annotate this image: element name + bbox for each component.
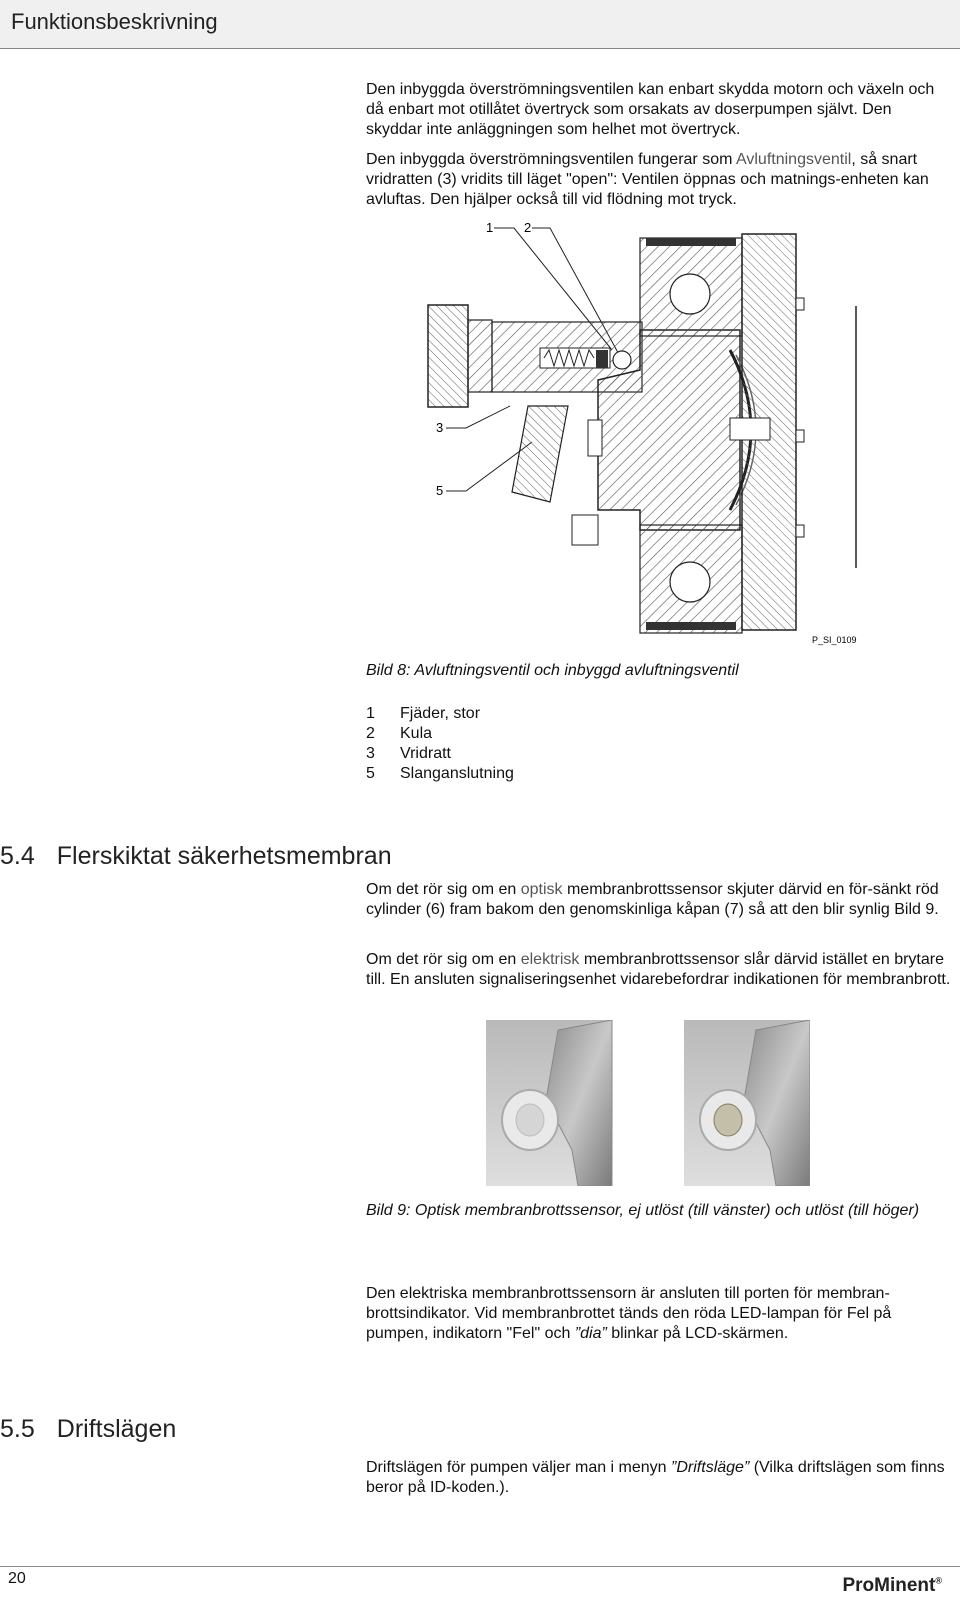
intro-p2-highlight: Avluftningsventil [735,151,852,168]
header-bar [0,0,960,49]
piston-shape [596,350,608,368]
bottom-valve-ball-shape [670,562,710,602]
figure-code: P_SI_0109 [812,635,857,645]
section-title: Flerskiktat säkerhetsmembran [56,842,392,870]
flange-bolt-2 [796,430,804,442]
top-valve-ball-shape [670,274,710,314]
leader-line-3 [446,406,510,428]
center-stud-shape [730,418,770,440]
flange-bolt-1 [796,298,804,310]
intro-p2-before: Den inbyggda överströmningsventilen fungerar som [366,151,736,168]
legend-item: 2 Kula [366,725,433,742]
valve-cross-section-drawing [400,210,900,660]
label-3: 3 [436,420,444,435]
bottom-valve-seal-shape [646,622,736,630]
bolt-shape-left [588,420,602,456]
section-number: 5.5 [0,1415,35,1443]
section-5-4-heading [0,842,392,871]
section-5-4-paragraph-2: Om det rör sig om en elektrisk membranbrottssensor slår därvid istället en brytare till. En ansluten signaliseringsenhet vidarebefordrar indikationen för membranbrott. [366,951,951,988]
flange-bolt-3 [796,525,804,537]
section-5-5-heading [0,1415,176,1444]
legend-item: 1 Fjäder, stor [366,705,481,722]
label-2: 2 [524,220,532,235]
page-number: 20 [8,1570,26,1587]
photo-sensor-triggered [684,1020,810,1186]
section-5-5-paragraph-1: Driftslägen för pumpen väljer man i menyn ”Driftsläge” (Vilka driftslägen som finns beror på ID-koden.). [366,1459,945,1496]
figure8-legend [366,704,514,784]
top-valve-seal-shape [646,238,736,246]
knob-neck-shape [468,320,492,392]
intro-paragraph-2 [366,150,951,210]
legend-item: 5 Slanganslutning [366,765,514,782]
intro-p2-after: , så snart vridratten (3) vridits till läget "open": Ventilen öppnas och matnings-enheten kan avluftas. Den hjälper också till vid flödning mot tryck. [366,151,929,208]
figure8-caption: Bild 8: Avluftningsventil och inbyggd avluftningsventil [366,662,739,679]
section-number: 5.4 [0,842,35,870]
photo-sensor-not-triggered [486,1020,612,1186]
footer-divider [0,1566,960,1567]
driftslage-menu-text: ”Driftsläge” [671,1459,750,1476]
brand-logo: ProMinent® [842,1575,942,1596]
sensor-photos [486,1020,810,1186]
knob-shape [428,305,468,407]
ball-shape [613,351,631,369]
label-5: 5 [436,483,444,498]
highlight-elektrisk: elektrisk [520,951,580,968]
section-title: Driftslägen [56,1415,177,1443]
section-5-4-paragraph-3: Den elektriska membranbrottssensorn är ansluten till porten för membran-brottsindikator. Vid membranbrottet tänds den röda LED-lampan för Fel på pumpen, indikatorn "Fel" och ”dia” blinkar på LCD-skärmen. [366,1285,892,1342]
section-5-4-paragraph-1: Om det rör sig om en optisk membranbrottssensor skjuter därvid en för-sänkt röd cylinder (6) fram bakom den genomskinliga kåpan (7) så att den blir synlig Bild 9. [366,881,939,918]
hose-connection-shape [512,406,568,502]
bolt-shape-bottom [572,515,598,545]
figure9-caption: Bild 9: Optisk membranbrottssensor, ej utlöst (till vänster) och utlöst (till höger) [366,1202,920,1219]
label-1: 1 [486,220,494,235]
highlight-optisk: optisk [520,881,563,898]
legend-item: 3 Vridratt [366,745,451,762]
dia-text: ”dia” [574,1325,607,1342]
page-title: Funktionsbeskrivning [11,9,218,34]
intro-paragraph-1: Den inbyggda överströmningsventilen kan enbart skydda motorn och växeln och då enbart mot otillåtet övertryck som orsakats av doserpumpen självt. Den skyddar inte anläggningen som helhet mot övertryck. [366,81,935,138]
